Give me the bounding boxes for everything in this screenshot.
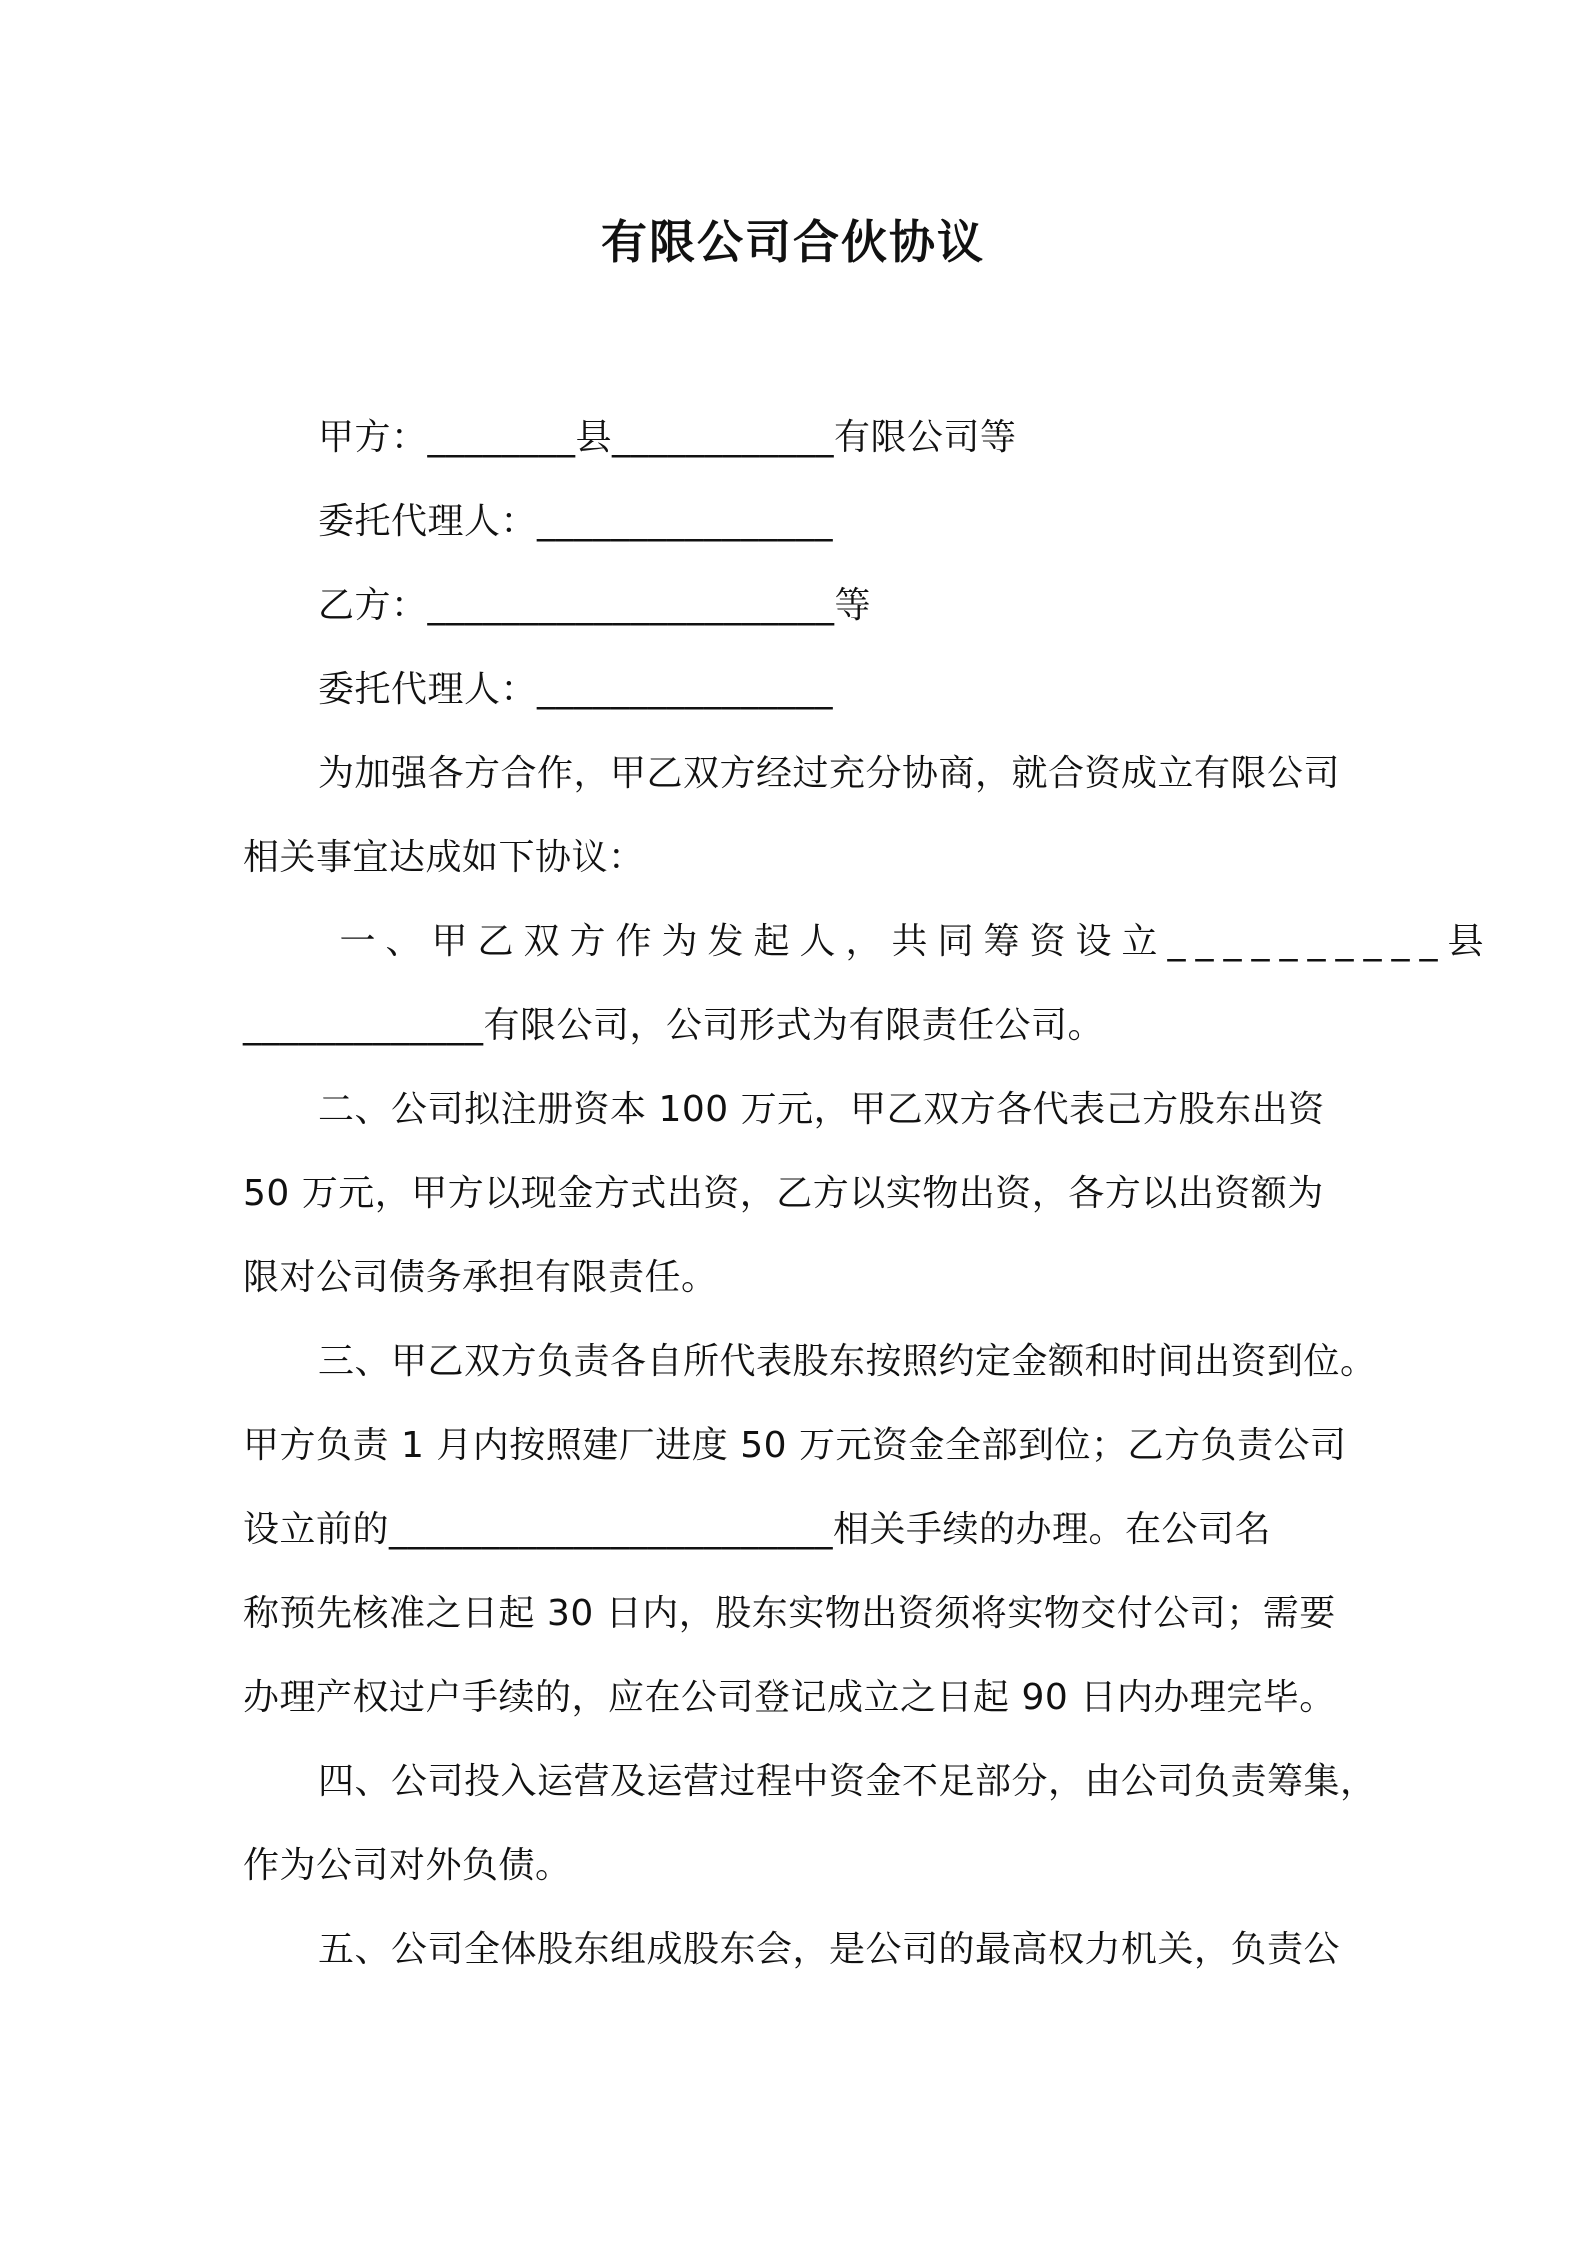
clause-3-line-3: 设立前的________________________相关手续的办理。在公司名 (243, 1509, 1272, 1550)
party-a-line: 甲方：________县____________有限公司等 (318, 417, 1017, 458)
clause-3-line-1: 三、甲乙双方负责各自所代表股东按照约定金额和时间出资到位。 (318, 1341, 1377, 1382)
clause-2-line-3: 限对公司债务承担有限责任。 (243, 1257, 718, 1298)
clause-2-line-2: 50 万元，甲方以现金方式出资，乙方以实物出资，各方以出资额为 (243, 1173, 1324, 1214)
clause-1-line-2: _____________有限公司，公司形式为有限责任公司。 (243, 1005, 1105, 1046)
clause-5-line-1: 五、公司全体股东组成股东会，是公司的最高权力机关，负责公 (318, 1929, 1341, 1970)
clause-3-line-5: 办理产权过户手续的，应在公司登记成立之日起 90 日内办理完毕。 (243, 1677, 1336, 1718)
preamble-line-1: 为加强各方合作，甲乙双方经过充分协商，就合资成立有限公司 (318, 753, 1341, 794)
clause-4-line-2: 作为公司对外负债。 (243, 1845, 572, 1886)
preamble-line-2: 相关事宜达成如下协议： (243, 837, 645, 878)
clause-4-line-1: 四、公司投入运营及运营过程中资金不足部分，由公司负责筹集， (318, 1761, 1377, 1802)
clause-2-line-1: 二、公司拟注册资本 100 万元，甲乙双方各代表己方股东出资 (318, 1089, 1325, 1130)
document-title: 有限公司合伙协议 (601, 215, 985, 269)
clause-3-line-2: 甲方负责 1 月内按照建厂进度 50 万元资金全部到位；乙方负责公司 (243, 1425, 1347, 1466)
party-a-agent-line: 委托代理人：________________ (318, 501, 834, 542)
party-b-line: 乙方：______________________等 (318, 585, 872, 626)
clause-1-line-1: 一、甲乙双方作为发起人，共同筹资设立__________县 (318, 921, 1494, 962)
clause-3-line-4: 称预先核准之日起 30 日内，股东实物出资须将实物交付公司；需要 (243, 1593, 1336, 1634)
party-b-agent-line: 委托代理人：________________ (318, 669, 834, 710)
